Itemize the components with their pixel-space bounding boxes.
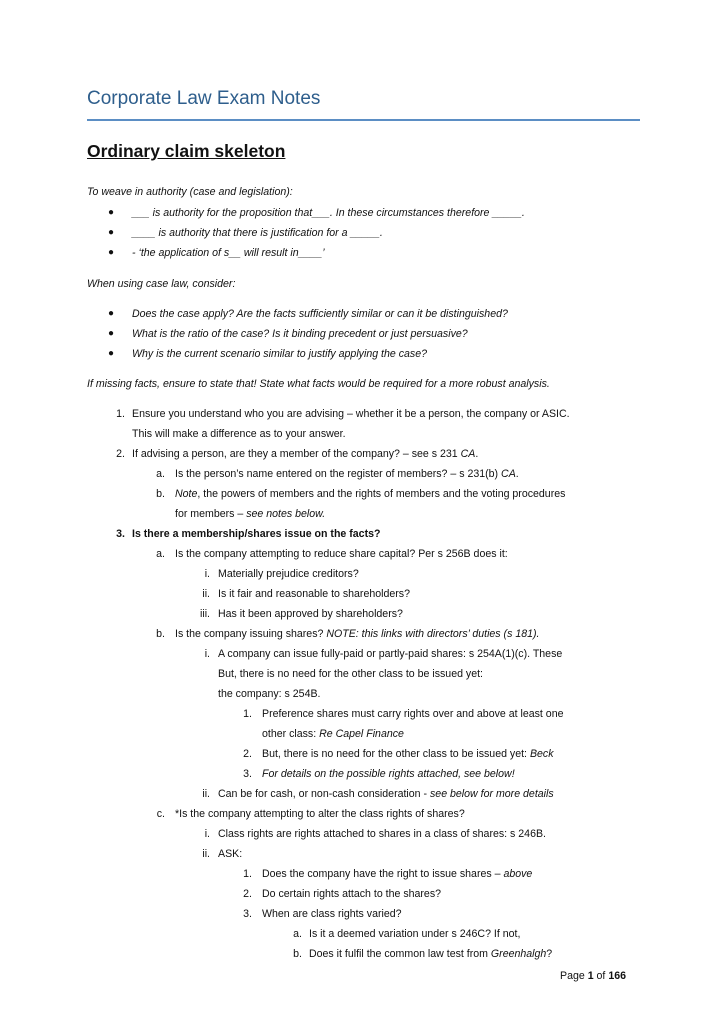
list-number: ii. [202,588,210,600]
list-number: b. [156,628,165,640]
list-item-3a: Is the company attempting to reduce share capital? Per s 256B does it: [175,548,508,560]
authority-bullet-2: ____ is authority that there is justification for a _____. [132,227,383,239]
list-number: i. [204,828,210,840]
list-item-3a-i: Materially prejudice creditors? [218,568,359,580]
list-item-1-line-1: Ensure you understand who you are advising – whether it be a person, the company or ASIC. [132,408,570,420]
list-number: ii. [202,788,210,800]
list-number: 1. [116,408,125,420]
list-item-3b-i-line-1: A company can issue fully-paid or partly-paid shares: s 254A(1)(c). These [218,648,563,660]
list-number: b. [156,488,165,500]
list-number: 3. [243,768,252,780]
list-number: i. [204,568,210,580]
list-item-3c-i: Class rights are rights attached to shares in a class of shares: s 246B. [218,828,546,840]
caselaw-bullet-3: Why is the current scenario similar to justify applying the case? [132,348,427,360]
list-item-3b-ii: Can be for cash, or non-cash consideration - see below for more details [218,788,554,800]
list-item-3a-ii: Is it fair and reasonable to shareholders? [218,588,410,600]
list-item-3b-i-2: But, there is no need for the other class to be issued yet: Beck [262,748,554,760]
caselaw-bullet-1: Does the case apply? Are the facts sufficiently similar or can it be distinguished? [132,308,508,320]
list-item-3c: *Is the company attempting to alter the class rights of shares? [175,808,465,820]
list-item-3: Is there a membership/shares issue on the facts? [132,528,381,540]
list-number: 2. [116,448,125,460]
list-number: ii. [202,848,210,860]
list-item-3b-i-1-line-2: other class: Re Capel Finance [262,728,404,740]
list-item-3c-ii-3-b: Does it fulfil the common law test from Greenhalgh? [309,948,553,960]
list-number: c. [156,808,165,820]
missing-facts-note: If missing facts, ensure to state that! State what facts would be required for a more robust analysis. [87,378,550,390]
list-item-3c-ii-1: Does the company have the right to issue shares – above [262,868,533,880]
caselaw-heading: When using case law, consider: [87,278,236,290]
bullet-icon: ● [108,247,115,258]
list-number: 2. [243,748,252,760]
list-number: a. [156,468,165,480]
list-number: 1. [243,708,252,720]
list-item-3b: Is the company issuing shares? NOTE: this links with directors’ duties (s 181). [175,628,540,640]
list-number: a. [293,928,302,940]
list-item-3b-i-line-2: But, there is no need for the other class to be issued yet: [218,668,483,680]
list-number: b. [293,948,302,960]
list-number: i. [204,648,210,660]
list-item-3c-ii-3-a: Is it a deemed variation under s 246C? If not, [309,928,521,940]
list-number: 3. [116,528,125,540]
bullet-icon: ● [108,227,115,238]
list-item-2b-line-1: Note, the powers of members and the rights of members and the voting procedures [175,488,566,500]
bullet-icon: ● [108,207,115,218]
title-underline-rule [87,119,640,121]
list-number: 3. [243,908,252,920]
list-item-3b-i-3: For details on the possible rights attached, see below! [262,768,515,780]
document-title: Corporate Law Exam Notes [87,88,321,109]
list-item-3b-i-line-3: the company: s 254B. [218,688,321,700]
list-number: a. [156,548,165,560]
list-item-3c-ii: ASK: [218,848,243,860]
list-number: iii. [199,608,210,620]
authority-bullet-1: ___ is authority for the proposition that___. In these circumstances therefore _____. [132,207,525,219]
list-number: 2. [243,888,252,900]
list-item-3b-i-1-line-1: Preference shares must carry rights over and above at least one [262,708,564,720]
list-item-3c-ii-3: When are class rights varied? [262,908,402,920]
list-item-3c-ii-2: Do certain rights attach to the shares? [262,888,442,900]
list-item-2b-line-2: for members – see notes below. [175,508,326,520]
list-number: 1. [243,868,252,880]
list-item-2a: Is the person’s name entered on the register of members? – s 231(b) CA. [175,468,519,480]
bullet-icon: ● [108,328,115,339]
list-item-1-line-2: This will make a difference as to your answer. [132,428,346,440]
list-item-3a-iii: Has it been approved by shareholders? [218,608,403,620]
bullet-icon: ● [108,308,115,319]
authority-bullet-3: - ‘the application of s__ will result in____’ [132,247,325,259]
authority-heading: To weave in authority (case and legislation): [87,186,293,198]
bullet-icon: ● [108,348,115,359]
list-item-2: If advising a person, are they a member of the company? – see s 231 CA. [132,448,479,460]
page-footer: Page 1 of 166 [560,970,627,982]
section-subtitle: Ordinary claim skeleton [87,141,286,161]
caselaw-bullet-2: What is the ratio of the case? Is it binding precedent or just persuasive? [132,328,468,340]
